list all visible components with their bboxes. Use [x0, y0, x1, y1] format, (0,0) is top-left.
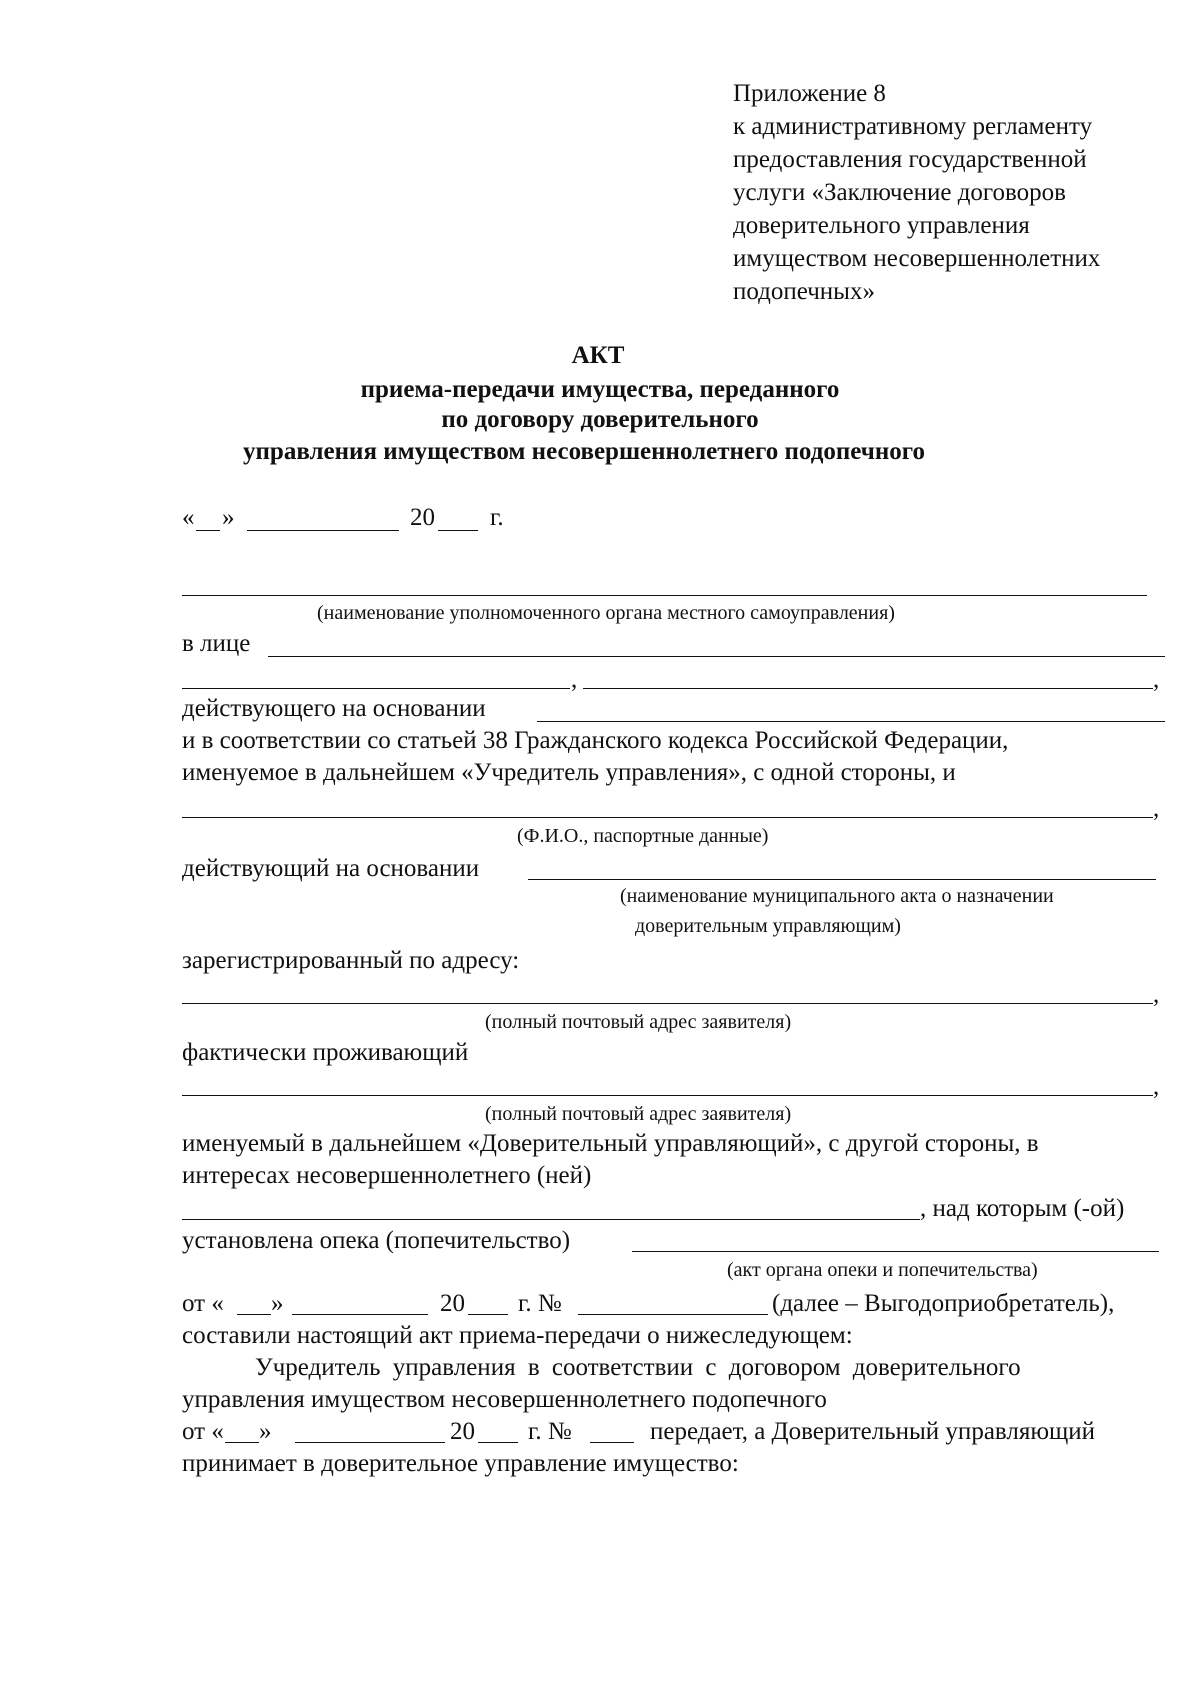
caption-act-1: (наименование муниципального акта о назначении — [620, 885, 1054, 907]
from-year-prefix: 20 — [440, 1290, 465, 1317]
transfers-text: передает, а Доверительный управляющий — [650, 1418, 1096, 1445]
contract-day-blank[interactable] — [225, 1442, 259, 1443]
person-name-blank[interactable] — [268, 656, 1165, 657]
per-article-text: и в соответствии со статьей 38 Гражданского кодекса Российской Федерации, — [182, 727, 1009, 754]
contract-year-blank[interactable] — [478, 1442, 518, 1443]
appendix-line: имуществом несовершеннолетних — [733, 245, 1101, 272]
from-prefix-2: от « — [182, 1418, 224, 1445]
comma: , — [1153, 795, 1160, 822]
contract-month-blank[interactable] — [295, 1442, 445, 1443]
from-close-quote: » — [271, 1290, 284, 1317]
over-whom-text: , над которым (-ой) — [920, 1195, 1125, 1222]
living-address-blank[interactable] — [182, 1095, 1153, 1096]
from-g-no: г. № — [518, 1290, 562, 1317]
comma: , — [1153, 981, 1160, 1008]
municipal-act-blank[interactable] — [528, 879, 1156, 880]
date-open-quote: « — [182, 504, 195, 531]
year-blank[interactable] — [438, 530, 478, 531]
appendix-line: подопечных» — [733, 278, 875, 305]
appendix-line: к административному регламенту — [733, 113, 1093, 140]
caption-act-2: доверительным управляющим) — [635, 915, 901, 937]
caption-address-2: (полный почтовый адрес заявителя) — [485, 1103, 792, 1125]
paragraph-line: Учредитель управления в соответствии с договором доверительного — [255, 1354, 1021, 1381]
guardianship-act-blank[interactable] — [632, 1251, 1159, 1252]
year-prefix: 20 — [410, 504, 435, 531]
doc-subtitle-line: по договору доверительного — [441, 406, 759, 433]
from-number-blank[interactable] — [578, 1314, 768, 1315]
appendix-block — [733, 77, 1100, 308]
registered-label: зарегистрированный по адресу: — [182, 947, 520, 974]
caption-address: (полный почтовый адрес заявителя) — [485, 1011, 792, 1033]
caption-fio: (Ф.И.О., паспортные данные) — [517, 825, 769, 847]
doc-subtitle-line: управления имуществом несовершеннолетнего подопечного — [243, 438, 925, 465]
named-trustee-text: именуемый в дальнейшем «Доверительный управляющий», с другой стороны, в — [182, 1130, 1039, 1157]
acting-basis-label: действующего на основании — [182, 695, 486, 722]
comma: , — [1153, 1073, 1160, 1100]
fio-blank[interactable] — [182, 817, 1153, 818]
additional-blank[interactable] — [583, 688, 1153, 689]
month-blank[interactable] — [247, 530, 399, 531]
caption-org: (наименование уполномоченного органа местного самоуправления) — [317, 602, 895, 624]
caption-guardianship: (акт органа опеки и попечительства) — [727, 1259, 1038, 1281]
contract-year-prefix: 20 — [450, 1418, 475, 1445]
doc-title: АКТ — [571, 342, 625, 369]
year-suffix: г. — [490, 504, 504, 531]
acting-basis-2-label: действующий на основании — [182, 855, 480, 882]
contract-g-no: г. № — [528, 1418, 572, 1445]
in-person-label: в лице — [182, 630, 251, 657]
actually-living-label: фактически проживающий — [182, 1039, 469, 1066]
accepts-text: принимает в доверительное управление имущество: — [182, 1450, 739, 1477]
interests-text: интересах несовершеннолетнего (ней) — [182, 1162, 592, 1189]
compiled-text: составили настоящий акт приема-передачи о нижеследующем: — [182, 1322, 853, 1349]
from-year-blank[interactable] — [468, 1314, 508, 1315]
registered-address-blank[interactable] — [182, 1003, 1153, 1004]
appendix-line: предоставления государственной — [733, 146, 1087, 173]
from-month-blank[interactable] — [292, 1314, 428, 1315]
appendix-line: Приложение 8 — [733, 80, 886, 107]
position-blank[interactable] — [182, 688, 570, 689]
appendix-line: услуги «Заключение договоров — [733, 179, 1066, 206]
comma: , — [1153, 666, 1160, 693]
appendix-line: доверительного управления — [733, 212, 1030, 239]
day-blank[interactable] — [196, 530, 220, 531]
date-close-quote: » — [222, 504, 235, 531]
beneficiary-text: (далее – Выгодоприобретатель), — [772, 1290, 1115, 1317]
guardianship-label: установлена опека (попечительство) — [182, 1227, 571, 1254]
contract-number-blank[interactable] — [590, 1442, 634, 1443]
from-prefix: от « — [182, 1290, 224, 1317]
from-close-quote-2: » — [259, 1418, 272, 1445]
comma: , — [571, 666, 578, 693]
from-day-blank[interactable] — [237, 1314, 271, 1315]
minor-name-blank[interactable] — [182, 1219, 920, 1220]
doc-subtitle-line: приема-передачи имущества, переданного — [360, 376, 840, 403]
org-name-blank[interactable] — [182, 595, 1147, 596]
acting-basis-blank[interactable] — [537, 721, 1165, 722]
paragraph-line: управления имуществом несовершеннолетнего подопечного — [182, 1386, 827, 1413]
named-founder-text: именуемое в дальнейшем «Учредитель управления», с одной стороны, и — [182, 759, 956, 786]
